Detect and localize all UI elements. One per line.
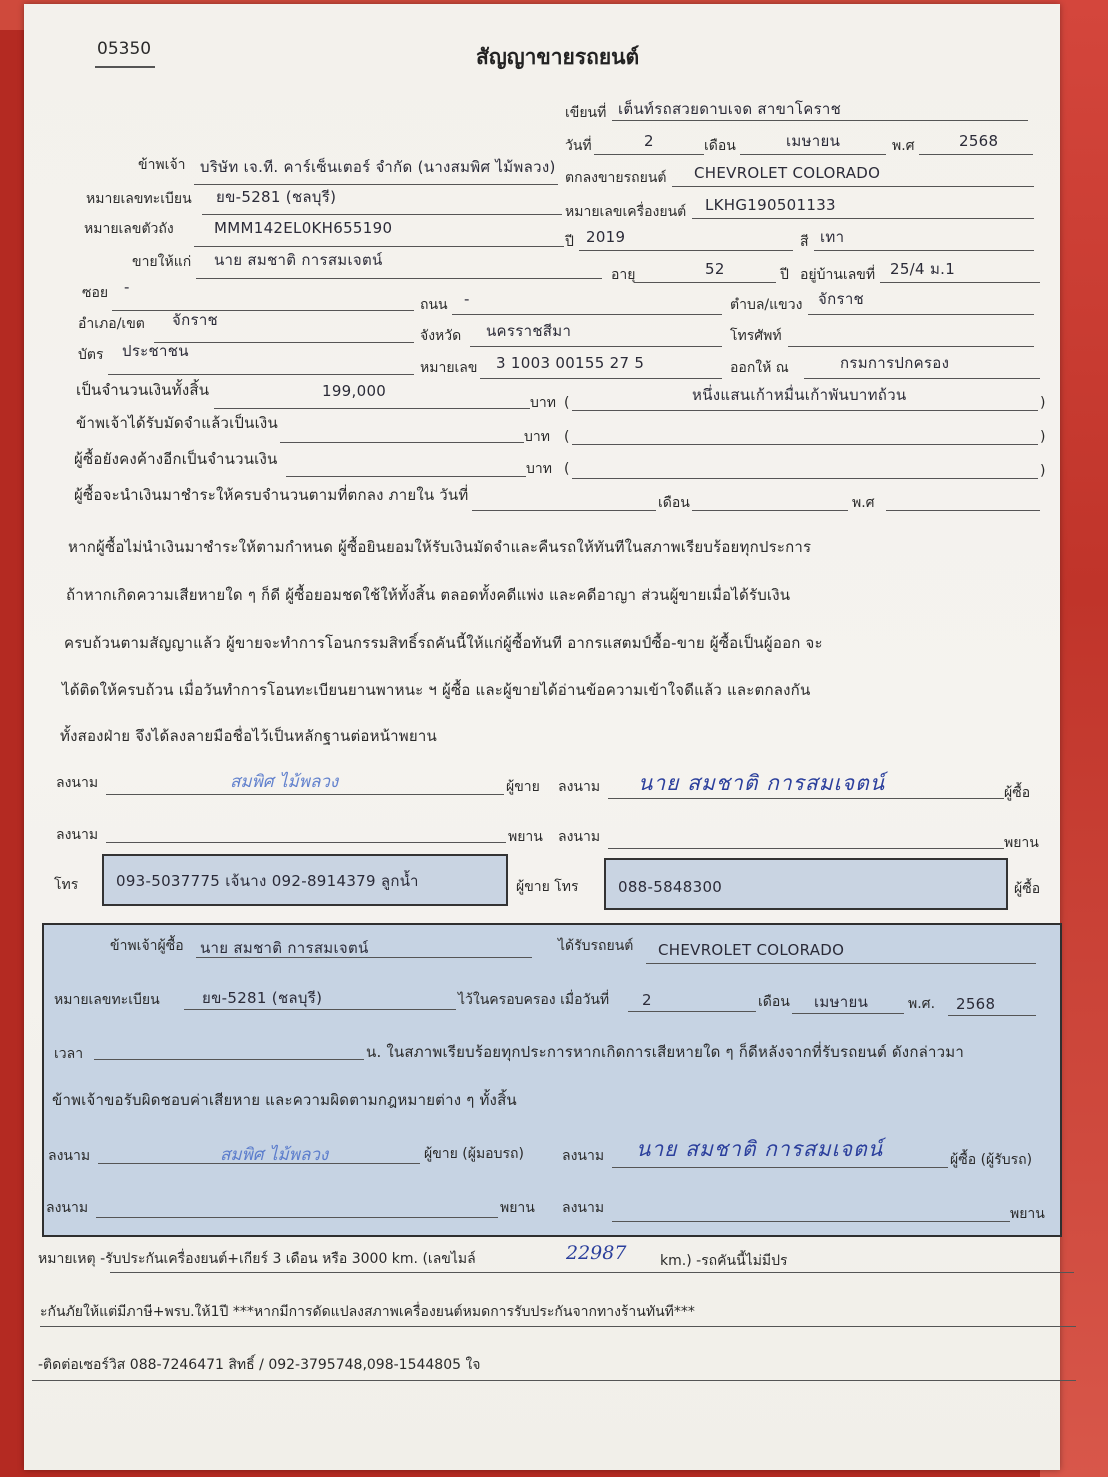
vehicle-color: เทา [820, 228, 845, 246]
note-line-1b: km.) -รถคันนี้ไม่มีปร [660, 1253, 788, 1269]
note-line-3-underline [32, 1380, 1076, 1381]
date-month-label: เดือน [704, 138, 736, 154]
seller-line [194, 184, 558, 185]
card-value: ประชาชน [122, 342, 189, 360]
age-line [634, 282, 776, 283]
plate-value: ยข-5281 (ชลบุรี) [216, 188, 337, 206]
plate-line [202, 214, 562, 215]
deposit-label: ข้าพเจ้าได้รับมัดจำแล้วเป็นเงิน [76, 414, 278, 432]
buyer-phone-box [604, 858, 1008, 910]
note-line-3: -ติดต่อเซอร์วิส 088-7246471 สิทธิ์ / 092-3795748,098-1544805 ใจ [38, 1357, 481, 1373]
receipt-sign-label-buyer: ลงนาม [562, 1148, 605, 1164]
house-label: อยู่บ้านเลขที่ [800, 267, 876, 283]
house-value: 25/4 ม.1 [890, 260, 956, 278]
written-at-label: เขียนที่ [565, 105, 607, 121]
issued-value: กรมการปกครอง [840, 354, 950, 372]
province-value: นครราชสีมา [486, 322, 572, 340]
receipt-sign-label-seller: ลงนาม [48, 1148, 91, 1164]
vehicle-year-label: ปี [565, 234, 574, 250]
vehicle-year-line [579, 250, 793, 251]
total-close-paren: ) [1040, 395, 1046, 411]
issued-line [804, 378, 1040, 379]
vehicle-color-line [814, 250, 1034, 251]
date-day-line [594, 154, 704, 155]
date-label: วันที่ [565, 138, 592, 154]
possession-label: ไว้ในครอบครอง เมื่อวันที่ [458, 992, 610, 1008]
total-label: เป็นจำนวนเงินทั้งสิ้น [76, 381, 210, 399]
total-words: หนึ่งแสนเก้าหมื่นเก้าพันบาทถ้วน [692, 386, 907, 404]
receipt-buyer-signature: นาย สมชาติ การสมเจตน์ [636, 1137, 884, 1161]
receipt-buyer-label: ข้าพเจ้าผู้ซื้อ [110, 938, 184, 954]
road-label: ถนน [420, 297, 448, 313]
seller-label: ข้าพเจ้า [138, 157, 186, 173]
date-year-line [919, 154, 1033, 155]
terms-line-2: ถ้าหากเกิดความเสียหายใด ๆ ก็ดี ผู้ซื้อยอมชดใช้ให้ทั้งสิ้น ตลอดทั้งคดีแพ่ง และคดีอาญา ส่วนผู้ขายเมื่อได้รับเงิน [66, 586, 791, 604]
sign-label-witness-2: ลงนาม [558, 829, 601, 845]
receipt-witness-2-line [612, 1221, 1010, 1222]
seller-name: บริษัท เจ.ที. คาร์เซ็นเตอร์ จำกัด (นางสมพิศ ไม้พลวง) [200, 158, 556, 176]
seller-sign-line [106, 794, 504, 795]
district-label: อำเภอ/เขต [78, 316, 145, 332]
chassis-value: MMM142EL0KH655190 [214, 219, 393, 237]
witness-2-role: พยาน [1004, 835, 1039, 851]
receipt-year: 2568 [956, 995, 996, 1013]
date-year-label: พ.ศ [892, 138, 915, 154]
total-baht: บาท [530, 395, 556, 411]
contract-title: สัญญาขายรถยนต์ [476, 45, 640, 69]
receipt-witness-1-line [96, 1217, 498, 1218]
chassis-label: หมายเลขตัวถัง [84, 221, 174, 237]
engine-line [692, 218, 1034, 219]
district-value: จักราช [172, 311, 219, 329]
buyer-name: นาย สมชาติ การสมเจตน์ [214, 251, 383, 269]
liability-text: ข้าพเจ้าขอรับผิดชอบค่าเสียหาย และความผิดตามกฎหมายต่าง ๆ ทั้งสิ้น [52, 1091, 517, 1109]
receipt-model: CHEVROLET COLORADO [658, 941, 845, 959]
vehicle-year: 2019 [586, 228, 626, 246]
deposit-open-paren: ( [564, 429, 570, 445]
receipt-sign-label-witness-2: ลงนาม [562, 1200, 605, 1216]
date-year: 2568 [959, 132, 999, 150]
due-month-label: เดือน [658, 495, 690, 511]
written-at-value: เต็นท์รถสวยดาบเจด สาขาโคราช [618, 100, 842, 118]
receipt-plate-line [184, 1009, 456, 1010]
house-line [880, 282, 1040, 283]
receipt-month: เมษายน [814, 993, 869, 1011]
total-value: 199,000 [322, 382, 387, 400]
receipt-sign-label-witness-1: ลงนาม [46, 1200, 89, 1216]
note-line-1a: หมายเหตุ -รับประกันเครื่องยนต์+เกียร์ 3 เดือน หรือ 3000 km. (เลขไมล์ [38, 1251, 476, 1267]
witness-1-role: พยาน [508, 829, 543, 845]
receipt-plate: ยข-5281 (ชลบุรี) [202, 989, 323, 1007]
province-line [470, 346, 722, 347]
time-text: น. ในสภาพเรียบร้อยทุกประการหากเกิดการเสียหายใด ๆ ก็ดีหลังจากที่รับรถยนต์ ดังกล่าวมา [366, 1043, 964, 1061]
seller-phone-box [102, 854, 508, 906]
time-label: เวลา [54, 1046, 84, 1062]
terms-line-4: ได้ติดให้ครบถ้วน เมื่อวันทำการโอนทะเบียนยานพาหนะ ฯ ผู้ซื้อ และผู้ขายได้อ่านข้อความเข้าใจดีแล้ว และตกลงกัน [62, 681, 811, 699]
remaining-label: ผู้ซื้อยังคงค้างอีกเป็นจำนวนเงิน [74, 450, 278, 468]
receipt-buyer-name: นาย สมชาติ การสมเจตน์ [200, 939, 369, 957]
subdistrict-label: ตำบล/แขวง [730, 297, 803, 313]
age-label: อายุ [611, 267, 636, 283]
receipt-witness-2-role: พยาน [1010, 1206, 1045, 1222]
deposit-line [280, 442, 524, 443]
remaining-close-paren: ) [1040, 463, 1046, 479]
seller-signature: สมพิศ ไม้พลวง [230, 772, 339, 792]
vehicle-model-line [672, 186, 1034, 187]
doc-number: 05350 [97, 39, 152, 59]
buyer-sign-line [608, 798, 1004, 799]
total-open-paren: ( [564, 395, 570, 411]
receipt-day-line [628, 1011, 756, 1012]
due-label: ผู้ซื้อจะนำเงินมาชำระให้ครบจำนวนตามที่ตกลง ภายใน วันที่ [74, 486, 469, 504]
chassis-line [194, 246, 564, 247]
road-line [452, 314, 722, 315]
mileage-value: 22987 [566, 1242, 627, 1264]
deposit-close-paren: ) [1040, 429, 1046, 445]
receipt-month-label: เดือน [758, 994, 790, 1010]
district-line [154, 342, 414, 343]
terms-line-1: หากผู้ซื้อไม่นำเงินมาชำระให้ตามกำหนด ผู้ซื้อยินยอมให้รับเงินมัดจำและคืนรถให้ทันทีในสภาพเรียบร้อยทุกประการ [68, 538, 812, 556]
doc-number-underline [95, 66, 155, 68]
date-month-line [740, 154, 886, 155]
buyer-name-line [196, 278, 602, 279]
remaining-baht: บาท [526, 461, 552, 477]
time-line [94, 1059, 364, 1060]
age-unit: ปี [780, 267, 789, 283]
witness-2-line [608, 848, 1004, 849]
sign-label-buyer: ลงนาม [558, 779, 601, 795]
due-year-line [886, 510, 1040, 511]
total-line [214, 408, 530, 409]
receipt-buyer-role: ผู้ซื้อ (ผู้รับรถ) [950, 1152, 1033, 1168]
deposit-baht: บาท [524, 429, 550, 445]
terms-line-3: ครบถ้วนตามสัญญาแล้ว ผู้ขายจะทำการโอนกรรมสิทธิ์รถคันนี้ให้แก่ผู้ซื้อทันที อากรแสตมป์ซื้อ-ขาย ผู้ซื้อเป็นผู้ออก จะ [64, 634, 823, 652]
id-line [480, 378, 722, 379]
buyer-role: ผู้ซื้อ [1004, 785, 1031, 801]
engine-label: หมายเลขเครื่องยนต์ [565, 204, 687, 220]
total-words-line [572, 410, 1038, 411]
receipt-model-line [646, 963, 1036, 964]
receipt-month-line [792, 1013, 904, 1014]
terms-line-5: ทั้งสองฝ่าย จึงได้ลงลายมือชื่อไว้เป็นหลักฐานต่อหน้าพยาน [60, 727, 437, 745]
receipt-buyer-line [196, 957, 532, 958]
note-line-1-underline [110, 1272, 1074, 1273]
road-value: - [464, 290, 470, 308]
subdistrict-line [808, 314, 1034, 315]
engine-value: LKHG190501133 [705, 196, 836, 214]
remaining-words-line [572, 478, 1038, 479]
phone-label-seller: โทร [54, 877, 79, 893]
due-day-line [472, 510, 656, 511]
sign-label-witness-1: ลงนาม [56, 827, 99, 843]
receipt-year-line [948, 1015, 1036, 1016]
age-value: 52 [705, 260, 725, 278]
buyer-phone: 088-5848300 [618, 878, 723, 896]
id-value: 3 1003 00155 27 5 [496, 354, 645, 372]
receipt-year-label: พ.ศ. [908, 996, 936, 1012]
deposit-words-line [572, 444, 1038, 445]
id-label: หมายเลข [420, 360, 478, 376]
seller-phone: 093-5037775 เจ้นาง 092-8914379 ลูกน้ำ [116, 872, 419, 890]
agree-sell-label: ตกลงขายรถยนต์ [565, 170, 667, 186]
receipt-buyer-line-sign [612, 1167, 948, 1168]
sign-label-seller: ลงนาม [56, 775, 99, 791]
vehicle-model: CHEVROLET COLORADO [694, 164, 881, 182]
date-day: 2 [644, 132, 654, 150]
receipt-plate-label: หมายเลขทะเบียน [54, 992, 160, 1008]
receipt-seller-role: ผู้ขาย (ผู้มอบรถ) [424, 1146, 524, 1162]
vehicle-color-label: สี [800, 234, 809, 250]
soi-line [112, 310, 414, 311]
sell-to-label: ขายให้แก่ [132, 254, 192, 270]
soi-label: ซอย [82, 285, 109, 301]
soi-value: - [124, 278, 130, 296]
remaining-open-paren: ( [564, 461, 570, 477]
buyer-signature: นาย สมชาติ การสมเจตน์ [638, 771, 886, 795]
seller-phone-role: ผู้ขาย โทร [516, 879, 579, 895]
issued-label: ออกให้ ณ [730, 360, 789, 376]
card-line [108, 374, 414, 375]
written-at-line [612, 120, 1028, 121]
note-line-2: ะกันภัยให้แต่มีภาษี+พรบ.ให้1ปี ***หากมีการดัดแปลงสภาพเครื่องยนต์หมดการรับประกันจากทางร้านทันที*** [40, 1304, 695, 1320]
receipt-seller-line [98, 1163, 420, 1164]
remaining-line [286, 476, 526, 477]
province-label: จังหวัด [420, 328, 462, 344]
receipt-section [42, 923, 1062, 1237]
phone-label: โทรศัพท์ [730, 328, 782, 344]
due-year-label: พ.ศ [852, 495, 875, 511]
plate-label: หมายเลขทะเบียน [86, 191, 192, 207]
subdistrict-value: จักราช [818, 290, 865, 308]
receipt-witness-1-role: พยาน [500, 1200, 535, 1216]
buyer-phone-role: ผู้ซื้อ [1014, 881, 1041, 897]
phone-line [788, 346, 1034, 347]
card-label: บัตร [78, 347, 104, 363]
receipt-day: 2 [642, 991, 652, 1009]
received-label: ได้รับรถยนต์ [558, 938, 634, 954]
receipt-seller-signature: สมพิศ ไม้พลวง [220, 1145, 329, 1165]
seller-role: ผู้ขาย [506, 779, 540, 795]
witness-1-line [106, 842, 506, 843]
due-month-line [692, 510, 848, 511]
note-line-2-underline [40, 1326, 1076, 1327]
date-month: เมษายน [786, 132, 841, 150]
